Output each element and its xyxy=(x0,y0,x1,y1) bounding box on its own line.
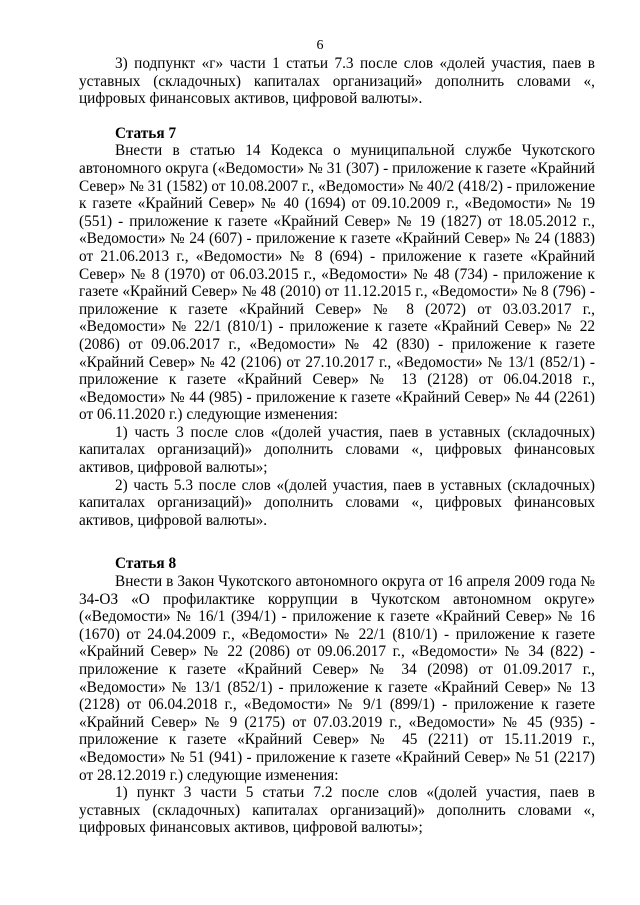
article-7-body: Внести в статью 14 Кодекса о муниципальной службе Чукотского автономного округа («Ведомости» № 31 (307) - приложение к газете «Крайний Север» № 31 (1582) от 10.08.2007 г., «Ведомости» № 40/2 (418/2) - приложение к газете «Крайний Север» № 40 (1694) от 09.10.2009 г., «Ведомости» № 19 (551) - приложение к газете «Крайний Север» № 19 (1827) от 18.05.2012 г., «Ведомости» № 24 (607) - приложение к газете «Крайний Север» № 24 (1883) от 21.06.2013 г., «Ведомости» № 8 (694) - приложение к газете «Крайний Север» № 8 (1970) от 06.03.2015 г., «Ведомости» № 48 (734) - приложение к газете «Крайний Север» № 48 (2010) от 11.12.2015 г., «Ведомости» № 8 (796) - приложение к газете «Крайний Север» № 8 (2072) от 03.03.2017 г., «Ведомости» № 22/1 (810/1) - приложение к газете «Крайний Север» № 22 (2086) от 09.06.2017 г., «Ведомости» № 42 (830) - приложение к газете «Крайний Север» № 42 (2106) от 27.10.2017 г., «Ведомости» № 13/1 (852/1) - приложение к газете «Крайний Север» № 13 (2128) от 06.04.2018 г., «Ведомости» № 44 (985) - приложение к газете «Крайний Север» № 44 (2261) от 06.11.2020 г.) следующие изменения: xyxy=(79,142,595,424)
document-body xyxy=(79,55,595,837)
section-spacer xyxy=(79,108,595,125)
article-7-item-2: 2) часть 5.3 после слов «(долей участия, паев в уставных (складочных) капиталах организаций)» дополнить словами «, цифровых финансовых активов, цифровой валюты». xyxy=(79,476,595,529)
article-8 xyxy=(79,555,595,837)
section-spacer xyxy=(79,529,595,555)
article-7-heading: Статья 7 xyxy=(115,124,177,142)
article-7-item-1: 1) часть 3 после слов «(долей участия, паев в уставных (складочных) капиталах организаций)» дополнить словами «, цифровых финансовых активов, цифровой валюты»; xyxy=(79,423,595,477)
article-8-item-1: 1) пункт 3 части 5 статьи 7.2 после слов «(долей участия, паев в уставных (складочных) капиталах организаций)» дополнить словами «, цифровых финансовых активов, цифровой валюты»; xyxy=(79,784,595,837)
article-7 xyxy=(79,125,595,530)
article-8-heading: Статья 8 xyxy=(115,555,177,573)
intro-item: 3) подпункт «г» части 1 статьи 7.3 после слов «долей участия, паев в уставных (складочных) капиталах организаций» дополнить словами «, цифровых финансовых активов, цифровой валюты». xyxy=(79,55,595,108)
article-8-body: Внести в Закон Чукотского автономного округа от 16 апреля 2009 года № 34-ОЗ «О профилактике коррупции в Чукотском автономном округе» («Ведомости» № 16/1 (394/1) - приложение к газете «Крайний Север» № 16 (1670) от 24.04.2009 г., «Ведомости» № 22/1 (810/1) - приложение к газете «Крайний Север» № 22 (2086) от 09.06.2017 г., «Ведомости» № 34 (822) - приложение к газете «Крайний Север» № 34 (2098) от 01.09.2017 г., «Ведомости» № 13/1 (852/1) - приложение к газете «Крайний Север» № 13 (2128) от 06.04.2018 г., «Ведомости» № 9/1 (899/1) - приложение к газете «Крайний Север» № 9 (2175) от 07.03.2019 г., «Ведомости» № 45 (935) - приложение к газете «Крайний Север» № 45 (2211) от 15.11.2019 г., «Ведомости» № 51 (941) - приложение к газете «Крайний Север» № 51 (2217) от 28.12.2019 г.) следующие изменения: xyxy=(79,573,595,784)
page-number: 6 xyxy=(316,38,324,53)
